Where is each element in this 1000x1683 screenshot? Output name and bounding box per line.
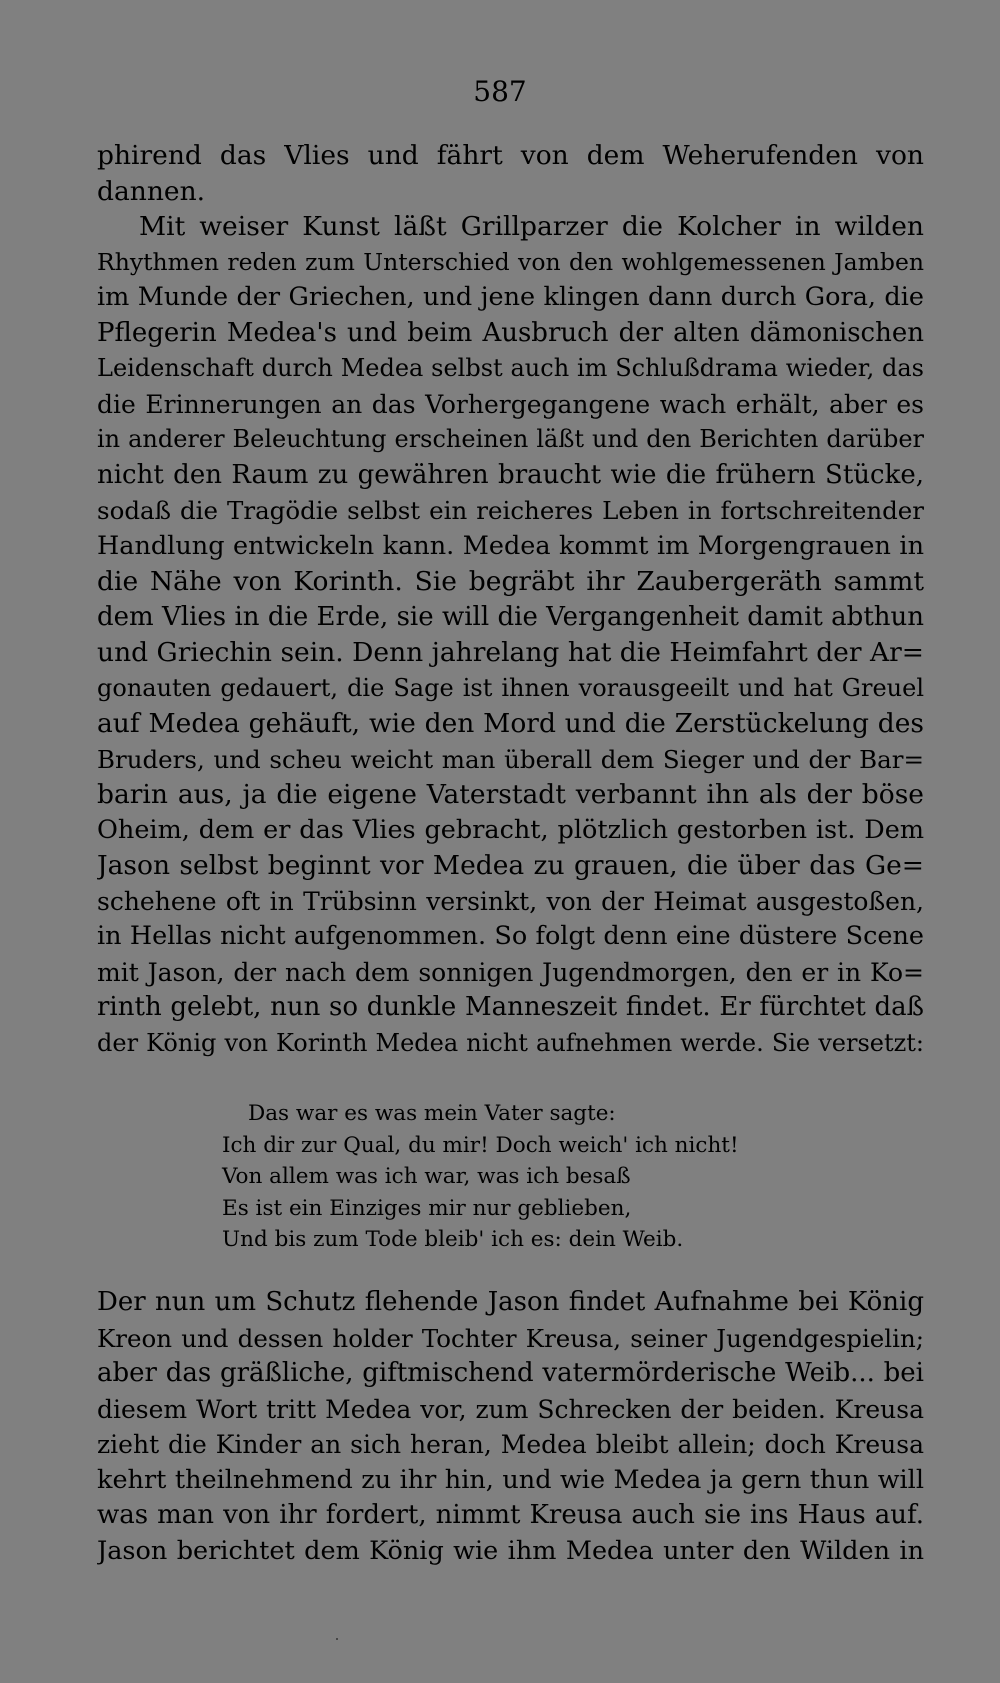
- text-line: Kreon und dessen holder Tochter Kreusa, seiner Jugendgespielin;: [97, 1323, 924, 1353]
- text-line: dannen.: [97, 175, 206, 207]
- text-line: der König von Korinth Medea nicht aufnehmen werde. Sie versetzt:: [97, 1028, 924, 1057]
- text-line: Rhythmen reden zum Unterschied von den wohlgemessenen Jamben: [97, 247, 924, 276]
- page-number: 587: [473, 75, 527, 108]
- text-line: phirend das Vlies und fährt von dem Weherufenden von: [97, 140, 924, 171]
- verse-line: Es ist ein Einziges mir nur geblieben,: [222, 1195, 632, 1221]
- print-speck: [336, 1638, 338, 1640]
- text-line: Jason berichtet dem König wie ihm Medea unter den Wilden in: [97, 1535, 924, 1566]
- verse-line: Von allem was ich war, was ich besaß: [222, 1164, 631, 1189]
- text-line: Pflegerin Medea's und beim Ausbruch der alten dämonischen: [97, 317, 924, 348]
- text-line: barin aus, ja die eigene Vaterstadt verbannt ihn als der böse: [97, 779, 924, 810]
- verse-line: Das war es was mein Vater sagte:: [248, 1101, 616, 1126]
- verse-quote: [222, 1098, 739, 1256]
- text-line: in Hellas nicht aufgenommen. So folgt denn eine düstere Scene: [97, 921, 924, 951]
- paragraph-block: [97, 138, 924, 1061]
- text-line: kehrt theilnehmend zu ihr hin, und wie Medea ja gern thun will: [97, 1464, 924, 1495]
- text-line: diesem Wort tritt Medea vor, zum Schrecken der beiden. Kreusa: [97, 1394, 924, 1424]
- text-line: zieht die Kinder an sich heran, Medea bleibt allein; doch Kreusa: [97, 1430, 924, 1459]
- text-line: die Nähe von Korinth. Sie begräbt ihr Zaubergeräth sammt: [97, 566, 924, 597]
- text-line: schehene oft in Trübsinn versinkt, von der Heimat ausgestoßen,: [97, 886, 924, 916]
- text-line: die Erinnerungen an das Vorhergegangene wach erhält, aber es: [97, 389, 924, 419]
- text-line: Bruders, und scheu weicht man überall dem Sieger und der Bar=: [97, 744, 924, 774]
- text-line: in anderer Beleuchtung erscheinen läßt und den Berichten darüber: [97, 425, 924, 453]
- text-line: und Griechin sein. Denn jahrelang hat die Heimfahrt der Ar=: [97, 637, 924, 668]
- text-line: rinth gelebt, nun so dunkle Manneszeit findet. Er fürchtet daß: [97, 992, 924, 1022]
- text-line: was man von ihr fordert, nimmt Kreusa auch sie ins Haus auf.: [97, 1500, 924, 1530]
- text-line: mit Jason, der nach dem sonnigen Jugendmorgen, den er in Ko=: [97, 957, 924, 987]
- text-line: nicht den Raum zu gewähren braucht wie die frühern Stücke,: [97, 459, 924, 490]
- text-line: dem Vlies in die Erde, sie will die Vergangenheit damit abthun: [97, 601, 924, 632]
- text-line: auf Medea gehäuft, wie den Mord und die Zerstückelung des: [97, 708, 924, 739]
- paragraph-block: [97, 1285, 924, 1569]
- text-line: sodaß die Tragödie selbst ein reicheres Leben in fortschreitender: [97, 496, 924, 525]
- text-line: Handlung entwickeln kann. Medea kommt im Morgengrauen in: [97, 530, 924, 561]
- text-line: Mit weiser Kunst läßt Grillparzer die Kolcher in wilden: [139, 211, 924, 242]
- text-line: gonauten gedauert, die Sage ist ihnen vorausgeeilt und hat Greuel: [97, 673, 924, 702]
- text-line: Oheim, dem er das Vlies gebracht, plötzlich gestorben ist. Dem: [97, 814, 924, 845]
- text-line: Jason selbst beginnt vor Medea zu grauen, die über das Ge=: [97, 850, 924, 881]
- text-line: Leidenschaft durch Medea selbst auch im Schlußdrama wieder, das: [97, 354, 924, 382]
- text-line: Der nun um Schutz flehende Jason findet Aufnahme bei König: [97, 1287, 924, 1317]
- verse-line: Ich dir zur Qual, du mir! Doch weich' ich nicht!: [222, 1132, 739, 1158]
- text-line: im Munde der Griechen, und jene klingen dann durch Gora, die: [97, 282, 924, 312]
- verse-line: Und bis zum Tode bleib' ich es: dein Weib.: [222, 1227, 684, 1252]
- text-line: aber das gräßliche, giftmischend vatermörderische Weib... bei: [97, 1358, 924, 1388]
